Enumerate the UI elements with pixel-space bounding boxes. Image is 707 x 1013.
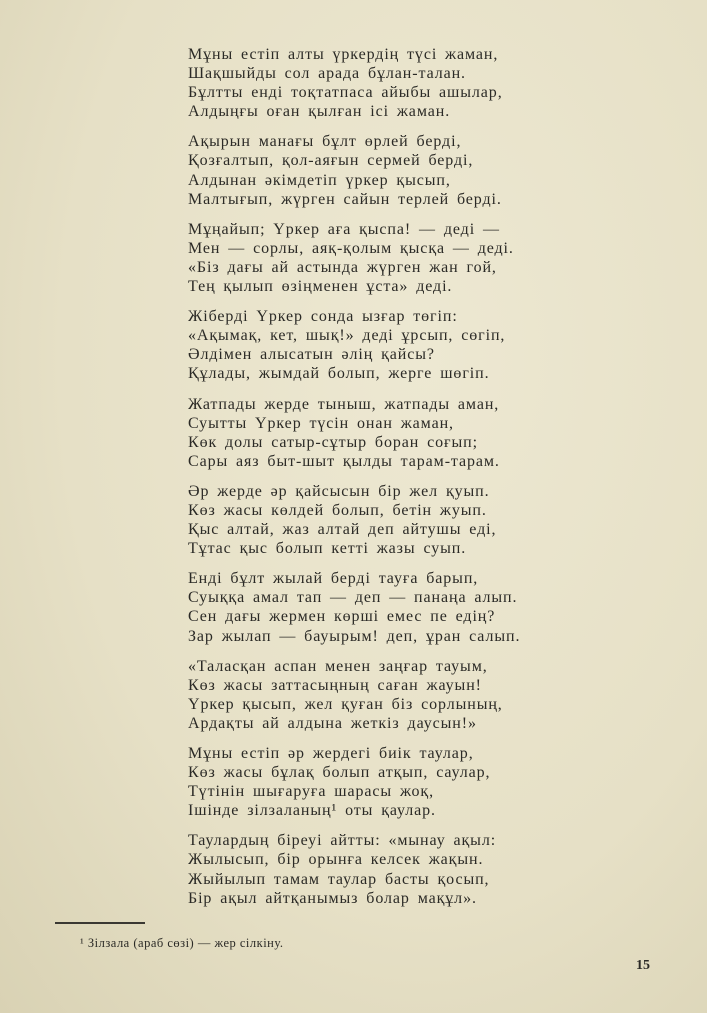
poem-line: Көз жасы заттасыңның саған жауын! (188, 676, 482, 694)
poem-line: Таулардың біреуі айтты: «мынау ақыл: (188, 832, 497, 850)
poem-line: Мен — сорлы, аяқ-қолым қысқа — деді. (188, 239, 514, 257)
poem-line: Мұны естіп алты үркердің түсі жаман, (188, 46, 499, 63)
poem-line: Бір ақыл айтқанымыз болар мақұл». (188, 889, 477, 907)
poem-line: «Ақымақ, кет, шық!» деді ұрсып, сөгіп, (188, 327, 506, 345)
footnote-divider (55, 922, 145, 924)
page-number: 15 (636, 958, 650, 973)
stanza (188, 45, 520, 121)
stanza (188, 395, 520, 471)
poem-line: Жыйылып тамам таулар басты қосып, (188, 870, 490, 888)
poem-line: «Біз дағы ай астында жүрген жан гой, (188, 258, 497, 276)
poem-line: Әлдімен алысатын әлің қайсы? (188, 346, 435, 364)
poem-line: Енді бұлт жылай берді тауға барып, (188, 570, 479, 588)
poem-line: Ішінде зілзаланың¹ оты қаулар. (188, 802, 436, 820)
poem-line: Әр жерде әр қайсысын бір жел қуып. (188, 482, 490, 500)
poem-line: Суыққа амал тап — деп — панаңа алып. (188, 589, 518, 607)
stanza (188, 482, 520, 558)
stanza (188, 744, 520, 820)
poem (188, 45, 520, 919)
poem-line: Суытты Үркер түсін онан жаман, (188, 414, 454, 432)
poem-line: Зар жылап — бауырым! деп, ұран салып. (188, 627, 521, 645)
poem-line: Қозғалтып, қол-аяғын сермей берді, (188, 152, 474, 170)
stanza (188, 132, 520, 208)
poem-line: Ардақты ай алдына жеткіз даусын!» (188, 714, 477, 732)
poem-line: Алдынан әкімдетіп үркер қысып, (188, 171, 451, 189)
poem-line: Малтығып, жүрген сайын терлей берді. (188, 190, 502, 208)
poem-line: Көз жасы бұлақ болып атқып, саулар, (188, 764, 491, 782)
poem-line: Алдыңғы оған қылған ісі жаман. (188, 103, 451, 121)
poem-line: Мұны естіп әр жердегі биік таулар, (188, 745, 474, 762)
stanza (188, 307, 520, 383)
poem-line: Ақырын манағы бұлт өрлей берді, (188, 133, 462, 151)
poem-line: Тұтас қыс болып кетті жазы суып. (188, 540, 467, 558)
poem-line: Жіберді Үркер сонда ызғар төгіп: (188, 308, 458, 326)
stanza (188, 831, 520, 907)
stanza (188, 569, 520, 645)
poem-line: «Таласқан аспан менен заңғар тауым, (188, 657, 488, 675)
poem-line: Көк долы сатыр-сұтыр боран соғып; (188, 433, 478, 451)
poem-line: Жатпады жерде тыныш, жатпады аман, (188, 395, 500, 413)
poem-line: Үркер қысып, жел қуған біз сорлының, (188, 695, 503, 713)
footnote: ¹ Зілзала (араб сөзі) — жер сілкіну. (80, 936, 284, 950)
poem-line: Тең қылып өзіңменен ұста» деді. (188, 278, 453, 296)
poem-line: Көз жасы көлдей болып, бетін жуып. (188, 501, 487, 519)
poem-line: Сен дағы жермен көрші емес пе едің? (188, 608, 496, 626)
poem-line: Шақшыйды сол арада бұлан-талан. (188, 65, 466, 83)
poem-line: Қыс алтай, жаз алтай деп айтушы еді, (188, 521, 497, 539)
stanza (188, 220, 520, 296)
poem-line: Бұлтты енді тоқтатпаса айыбы ашылар, (188, 84, 503, 102)
poem-line: Сары аяз быт-шыт қылды тарам-тарам. (188, 452, 500, 470)
poem-line: Құлады, жымдай болып, жерге шөгіп. (188, 365, 490, 383)
poem-line: Мұңайып; Үркер аға қыспа! — деді — (188, 220, 500, 238)
poem-line: Түтінін шығаруға шарасы жоқ, (188, 783, 434, 801)
poem-line: Жылысып, бір орынға келсек жақын. (188, 851, 484, 869)
stanza (188, 657, 520, 733)
